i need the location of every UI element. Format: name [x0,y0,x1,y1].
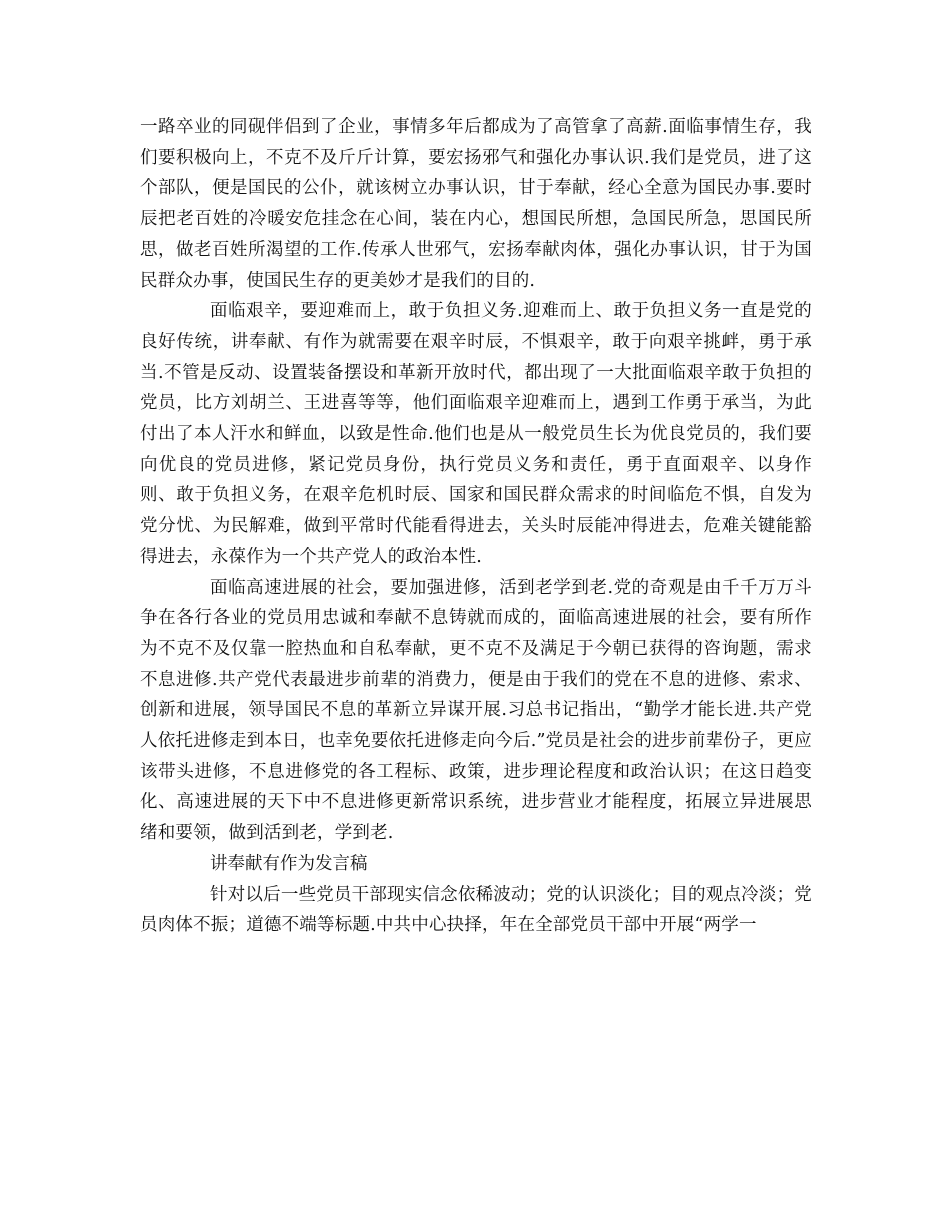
document-page [140,112,812,941]
paragraph-3: 面临高速进展的社会，要加强进修，活到老学到老.党的奇观是由千千万万斗争在各行各业的党员用忠诚和奉献不息铸就而成的，面临高速进展的社会，要有所作为不克不及仅靠一腔热血和自私奉献，更不克不及满足于今朝已获得的咨询题，需求不息进修.共产党代表最进步前辈的消费力，便是由于我们的党在不息的进修、索求、创新和进展，领导国民不息的革新立异谋开展.习总书记指出，“勤学才能长进.共产党人依托进修走到本日，也幸免要依托进修走向今后.”党员是社会的进步前辈份子，更应该带头进修，不息进修党的各工程标、政策，进步理论程度和政治认识；在这日趋变化、高速进展的天下中不息进修更新常识系统，进步营业才能程度，拓展立异进展思绪和要领，做到活到老，学到老. [140,577,812,844]
paragraph-2: 面临艰辛，要迎难而上，敢于负担义务.迎难而上、敢于负担义务一直是党的良好传统，讲奉献、有作为就需要在艰辛时辰，不惧艰辛，敢于向艰辛挑衅，勇于承当.不管是反动、设置装备摆设和革新开放时代，都出现了一大批面临艰辛敢于负担的党员，比方刘胡兰、王进喜等等，他们面临艰辛迎难而上，遇到工作勇于承当，为此付出了本人汗水和鲜血，以致是性命.他们也是从一般党员生长为优良党员的，我们要向优良的党员进修，紧记党员身份，执行党员义务和责任，勇于直面艰辛、以身作则、敢于负担义务，在艰辛危机时辰、国家和国民群众需求的时间临危不惧，自发为党分忧、为民解难，做到平常时代能看得进去，关头时辰能冲得进去，危难关键能豁得进去，永葆作为一个共产党人的政治本性. [140,301,812,567]
section-heading: 讲奉献有作为发言稿 [210,853,368,874]
paragraph-1: 一路卒业的同砚伴侣到了企业，事情多年后都成为了高管拿了高薪.面临事情生存，我们要积极向上，不克不及斤斤计算，要宏扬邪气和强化办事认识.我们是党员，进了这个部队，便是国民的公仆，就该树立办事认识，甘于奉献，经心全意为国民办事.要时辰把老百姓的冷暖安危挂念在心间，装在内心，想国民所想，急国民所急，思国民所思，做老百姓所渴望的工作.传承人世邪气，宏扬奉献肉体，强化办事认识，甘于为国民群众办事，使国民生存的更美妙才是我们的目的. [140,117,812,291]
paragraph-4: 针对以后一些党员干部现实信念依稀波动；党的认识淡化；目的观点冷淡；党员肉体不振；道德不端等标题.中共中心抉择，年在全部党员干部中开展“两学一 [140,884,812,936]
